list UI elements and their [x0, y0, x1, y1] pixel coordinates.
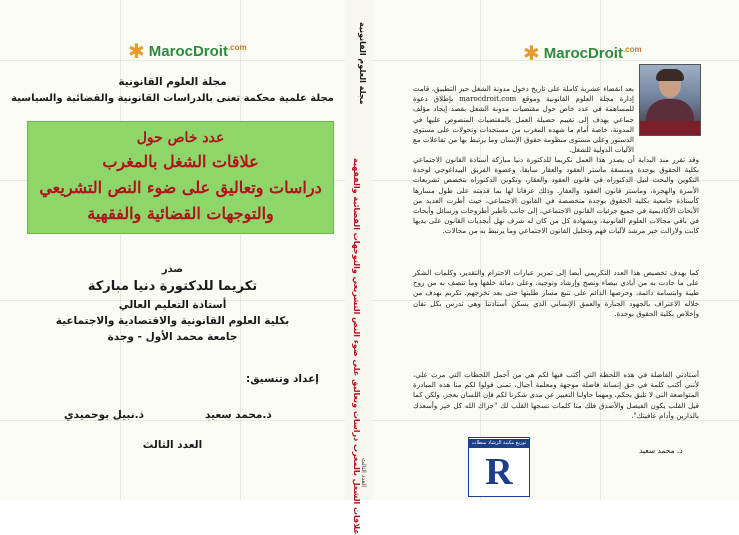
star-icon: ✱ — [128, 39, 145, 63]
signature: ذ. محمد سعيد — [639, 446, 683, 455]
title-line: دراسات وتعاليق على ضوء النص التشريعي — [39, 178, 322, 197]
back-paragraph: وقد تقرر منذ البداية أن يصدر هذا العمل تكريما للدكتورة دنيا مباركة أستاذة القانون الاجتماعي بكلية الحقوق بوجدة ومنسقة ماستر العقود والعقار سابقا، وعضوة الفريق البيداغوجي لوحدة التكوين والبحث لنيل الدكتوراه في قانون العقود والعقار، وتكوين الدكتوراه بتخصص تشريعات الأسرة والهجرة، وماستر قانون العقود والعقار. وذلك عرفانا لها بما قدمته على طول مسارها كأستاذة جامعية بكلية الحقوق بوجدة متخصصة في القانون الاجتماعي، حيث أطرت العديد من الأبحاث الأكاديمية في جميع جزئيات القانون الاجتماعي، إلى جانب تأطير أطروحات ورسائل وأبحاث في باقي مجالات العلوم القانونية، وبشهادة كل من كان له شرف نهل أبجديات القانون على يديها كانت ولازالت خير مرشد لآليات فهم وتحليل القانون الاجتماعي وما يرتبط به من مجالات. — [413, 155, 699, 236]
title-line: عدد خاص حول — [136, 130, 225, 146]
title-line: والتوجهات القضائية والفقهية — [87, 204, 274, 223]
brand-name: MarocDroit$^{.com}$ — [543, 44, 642, 62]
journal-name: مجلة العلوم القانونية — [118, 76, 227, 88]
title-line: علاقات الشغل بالمغرب — [102, 152, 259, 171]
position-line: أستاذة التعليم العالي — [118, 299, 227, 311]
author-name: ذ.نبيل بوحميدي — [64, 409, 145, 421]
honor-line: تكريما للدكتورة دنيا مباركة — [87, 279, 258, 294]
marocdroit-logo — [128, 41, 247, 61]
title-box — [27, 121, 334, 234]
issued-label: صدر — [161, 264, 184, 275]
prepared-by-label: إعداد وتنسيق: — [246, 373, 319, 385]
university-line: جامعة محمد الأول - وجدة — [107, 331, 238, 343]
issue-number: العدد الثالث — [142, 439, 203, 451]
faculty-line: بكلية العلوم القانونية والاقتصادية والاجتماعية — [55, 315, 290, 327]
spine-issue: العدد الثالث — [360, 458, 367, 487]
back-paragraph: بعد انقضاء عشرية كاملة على تاريخ دخول مدونة الشغل حيز التطبيق، قامت إدارة مجلة العلوم القانونية وموقع marocdroit.com بإطلاق دعوة للمساهمة في عدد خاص حول مقتضيات مدونة الشغل بقصد إيجاد مؤلف جماعي يهدف إلى تقييم حصيلة العمل بالمقتضيات المنصوص عليها في المدونة، خاصة أمام ما شهده المغرب من مستجدات وتحولات على مستوى الدستور وعلى مستوى منظومة حقوق الإنسان وما يرتبط بها من تفاعلات مع الآليات الدولية للشغل. — [413, 84, 634, 155]
star-icon: ✱ — [523, 41, 540, 65]
back-paragraph: كما يهدف تخصيص هذا العدد التكريمي أيضا إلى تمرير عبارات الاحترام والتقدير، وكلمات الشكر على ما جادت به من أيادي بيضاء ونصح وإرشاد وتوجيه، وعلى دماثة خلقها وما تتصف به من روح طيبة وابتسامة دائمة، وحرصها الدائم على تتبع مسار طلبتها حتى بعد تخرجهم. تكريم نهدف من خلاله الاعتراف بالجهود الجبارة والعمق الإنساني الذي يسكن أستاذتنا وهي تدرس بكل تفان وإخلاص بكلية الحقوق بوجدة. — [413, 268, 699, 318]
spine-journal: مجلة العلوم القانونية — [358, 22, 367, 105]
marocdroit-logo — [523, 43, 642, 63]
back-cover — [373, 0, 739, 500]
author-photo — [639, 64, 701, 136]
publisher-mark: R — [485, 451, 513, 493]
front-cover — [0, 0, 345, 500]
author-name: ذ.محمد سعيد — [205, 409, 272, 421]
publisher-logo — [468, 437, 530, 497]
brand-name: MarocDroit$^{.com}$ — [148, 42, 247, 60]
journal-subtitle: مجلة علمية محكمة تعنى بالدراسات القانونية والقضائية والسياسية — [11, 93, 334, 104]
spine-title: علاقات الشغل بالمغرب دراسات وتعاليق على ضوء النص التشريعي والتوجهات القضائية والفقهية — [352, 158, 361, 535]
publisher-name: توزيع مكتبة الرشاد سطات — [469, 439, 529, 448]
back-paragraph: أستاذتي الفاضلة في هذه اللحظة التي أكتب فيها لكم هي من أجمل اللحظات التي مرت علي، لأنني أكتب كلمة في حق إنسانة فاضلة موجهة ومعلمة أجيال، تمنى قولوا لكم منا هذه المبادرة المتواضعة التي لا تليق بحكم، ومهما حاولنا التعبير عن مدى شكرنا لكم فإن اللسان يعجز، ولكن كما قيل القلب يكون الفيصل والأصدق فلك منا كلمات نسجها القلب لك "جزاك الله كل خير وأسعدك بالدارين وأدام عافيتك". — [413, 370, 699, 420]
